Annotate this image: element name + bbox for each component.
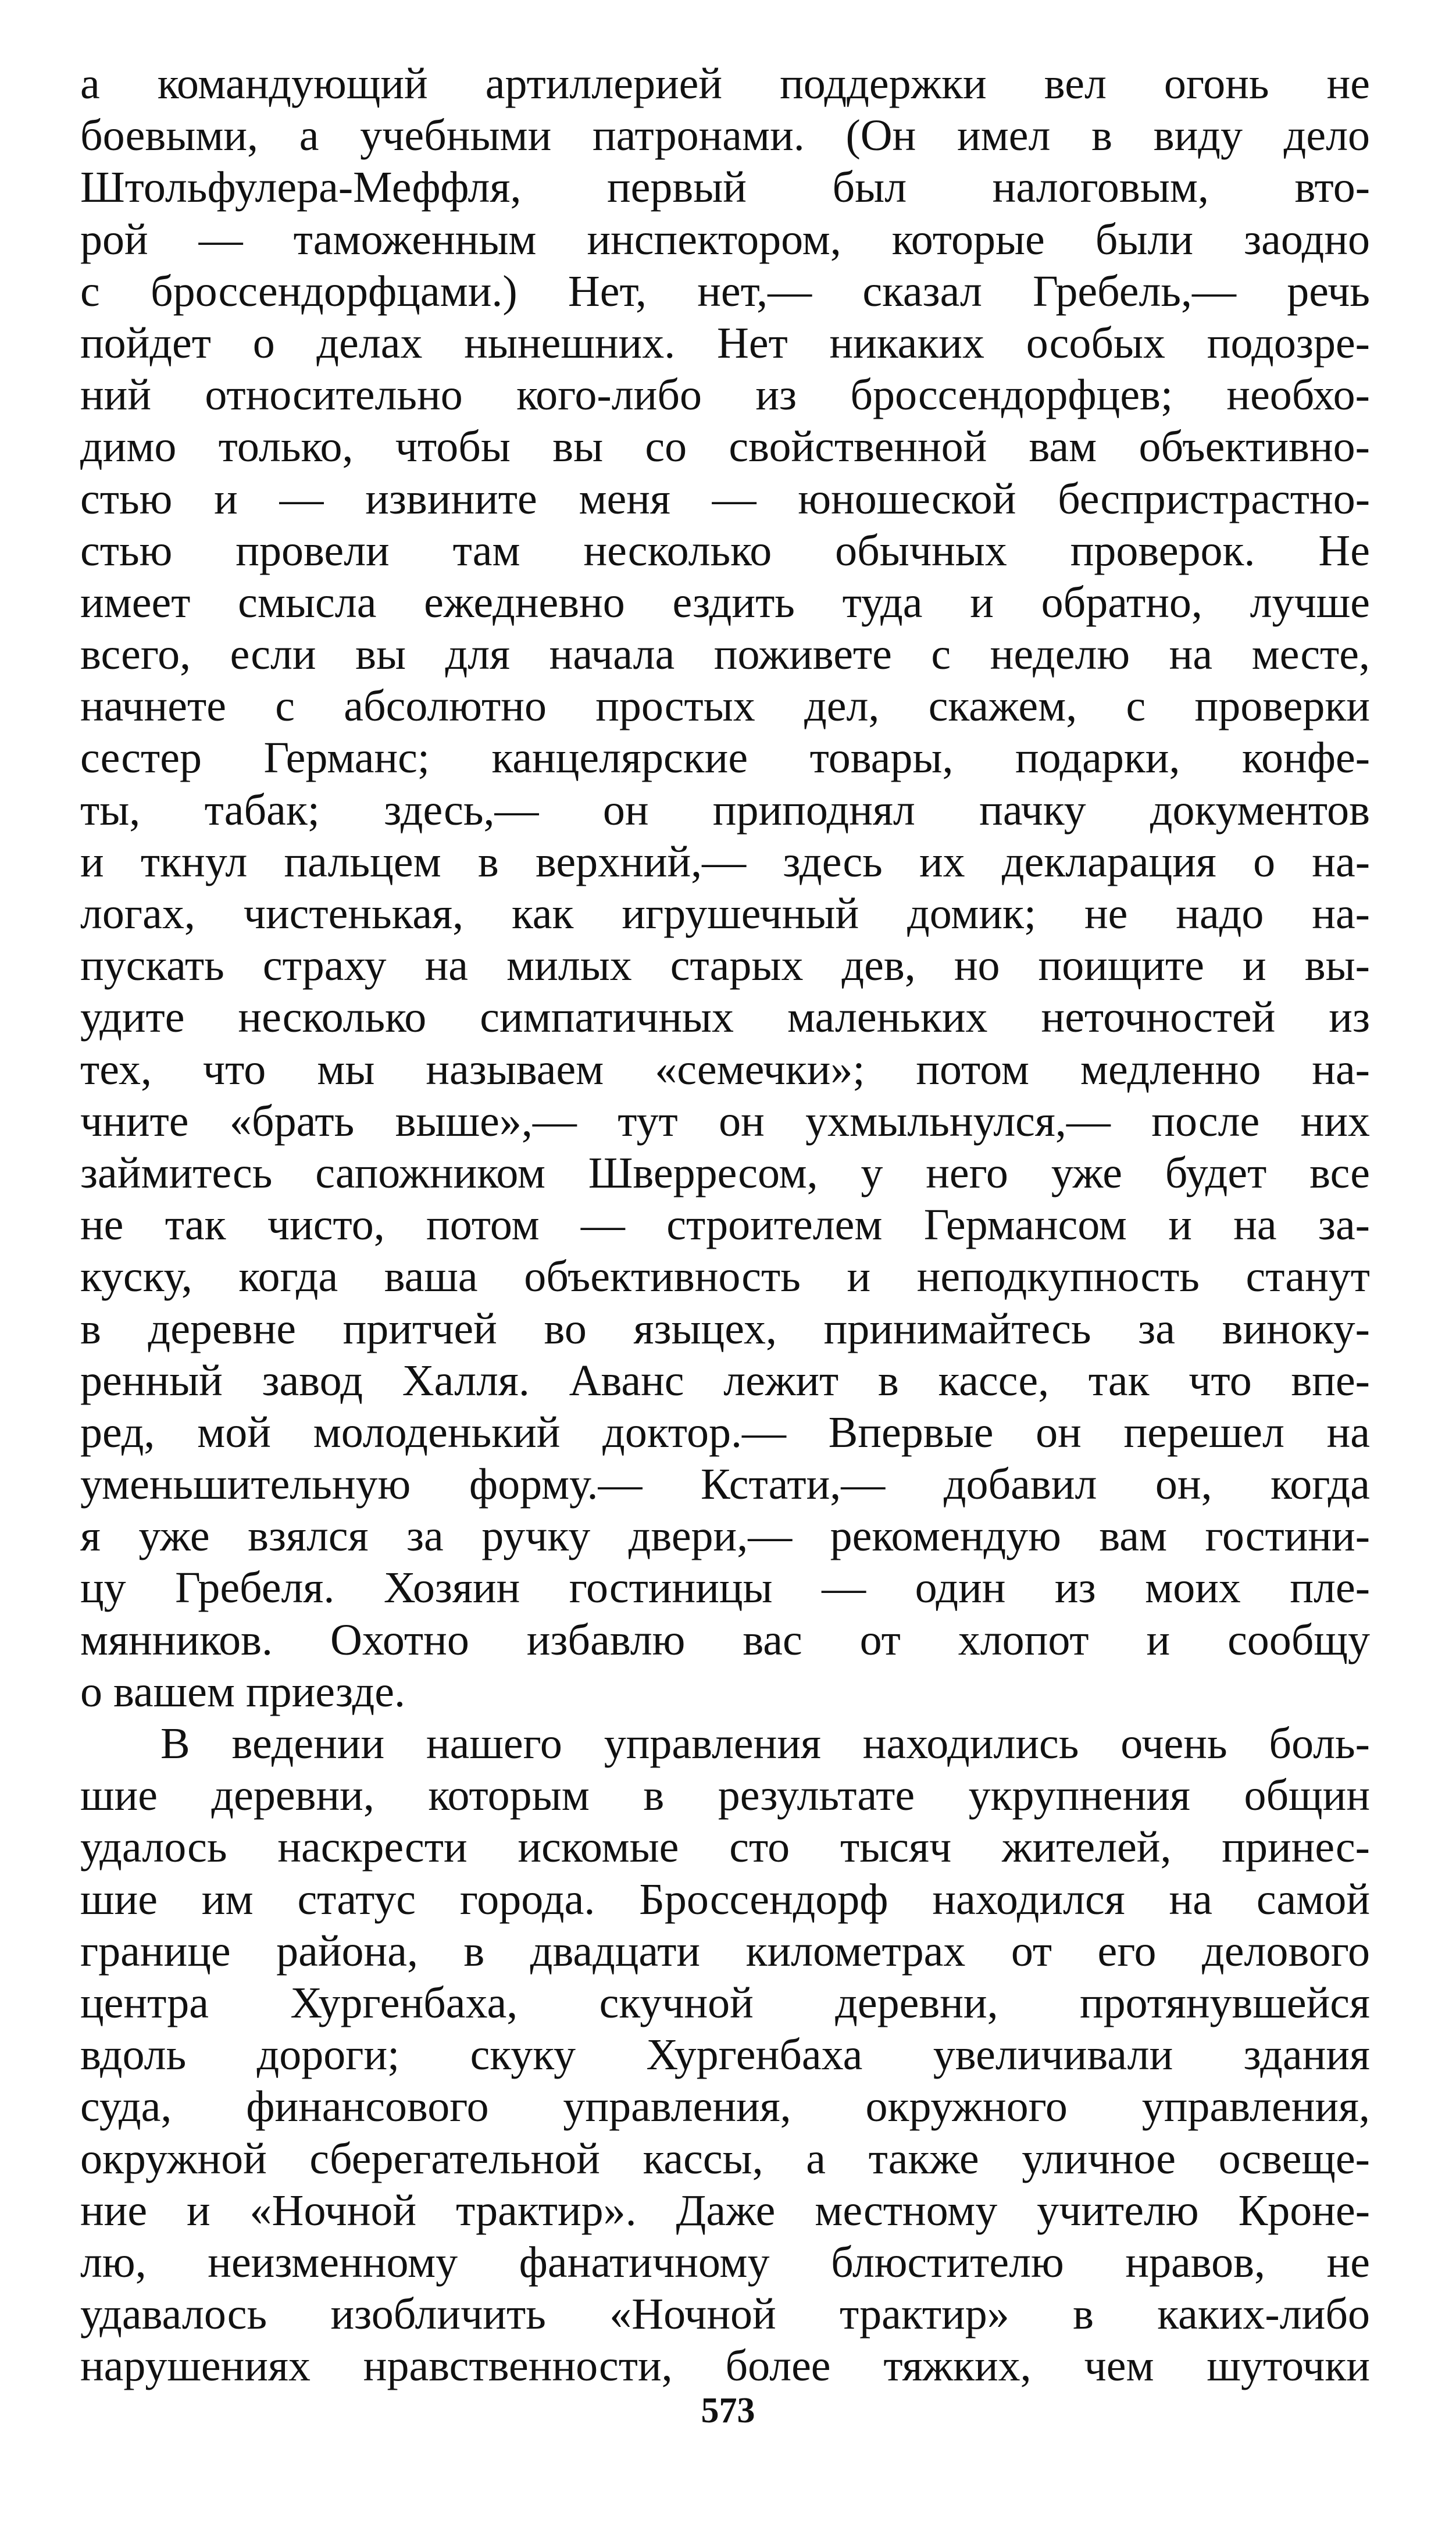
text-line: шие им статус города. Броссендорф находился на самой (80, 1874, 1370, 1924)
text-line: окружной сберегательной кассы, а также уличное освеще- (80, 2134, 1370, 2183)
text-line: не так чисто, потом — строителем Германсом и на за- (80, 1200, 1370, 1250)
text-line: цу Гребеля. Хозяин гостиницы — один из моих пле- (80, 1563, 1370, 1613)
text-line: всего, если вы для начала поживете с неделю на месте, (80, 630, 1370, 679)
text-line: мянников. Охотно избавлю вас от хлопот и сообщу (80, 1615, 1370, 1664)
text-line: нарушениях нравственности, более тяжких, чем шуточки (80, 2341, 1370, 2391)
text-line: чните «брать выше»,— тут он ухмыльнулся,— после них (80, 1096, 1370, 1146)
text-line: ред, мой молоденький доктор.— Впервые он перешел на (80, 1407, 1370, 1457)
text-line: ренный завод Халля. Аванс лежит в кассе, так что впе- (80, 1356, 1370, 1405)
text-line: и ткнул пальцем в верхний,— здесь их декларация о на- (80, 837, 1370, 886)
text-line: В ведении нашего управления находились очень боль- (160, 1719, 1370, 1768)
text-line: суда, финансового управления, окружного управления, (80, 2082, 1370, 2131)
text-line: Штольфулера-Меффля, первый был налоговым, вто- (80, 163, 1370, 212)
text-line: центра Хургенбаха, скучной деревни, протянувшейся (80, 1978, 1370, 2027)
paragraph-1 (80, 58, 1370, 1718)
body-text (80, 58, 1370, 2392)
text-line: тех, что мы называем «семечки»; потом медленно на- (80, 1045, 1370, 1094)
text-line: логах, чистенькая, как игрушечный домик; не надо на- (80, 889, 1370, 938)
text-line: удите несколько симпатичных маленьких неточностей из (80, 993, 1370, 1042)
text-line: пускать страху на милых старых дев, но поищите и вы- (80, 941, 1370, 990)
text-line: лю, неизменному фанатичному блюстителю нравов, не (80, 2237, 1370, 2287)
text-line: ние и «Ночной трактир». Даже местному учителю Кроне- (80, 2186, 1370, 2235)
text-line: границе района, в двадцати километрах от его делового (80, 1926, 1370, 1976)
text-line: удавалось изобличить «Ночной трактир» в каких-либо (80, 2290, 1370, 2339)
text-line: имеет смысла ежедневно ездить туда и обратно, лучше (80, 578, 1370, 627)
text-line: шие деревни, которым в результате укрупнения общин (80, 1771, 1370, 1820)
page-number: 573 (701, 2391, 755, 2430)
text-line: стью и — извините меня — юношеской беспристрастно- (80, 474, 1370, 523)
text-line: начнете с абсолютно простых дел, скажем, с проверки (80, 682, 1370, 731)
text-line: пойдет о делах нынешних. Нет никаких особых подозре- (80, 318, 1370, 368)
text-line: боевыми, а учебными патронами. (Он имел в виду дело (80, 111, 1370, 161)
text-line: в деревне притчей во языцех, принимайтесь за виноку- (80, 1304, 1370, 1353)
paragraph-2 (80, 1718, 1370, 2392)
text-line: вдоль дороги; скуку Хургенбаха увеличивали здания (80, 2030, 1370, 2080)
text-line: а командующий артиллерией поддержки вел огонь не (80, 59, 1370, 108)
text-line: я уже взялся за ручку двери,— рекомендую вам гостини- (80, 1512, 1370, 1561)
text-line: димо только, чтобы вы со свойственной вам объективно- (80, 422, 1370, 472)
text-line: рой — таможенным инспектором, которые были заодно (80, 215, 1370, 264)
text-line: уменьшительную форму.— Кстати,— добавил он, когда (80, 1460, 1370, 1509)
text-line: с броссендорфцами.) Нет, нет,— сказал Гребель,— речь (80, 266, 1370, 316)
text-line: удалось наскрести искомые сто тысяч жителей, принес- (80, 1823, 1370, 1872)
text-line: займитесь сапожником Шверресом, у него уже будет все (80, 1148, 1370, 1197)
text-line: ты, табак; здесь,— он приподнял пачку документов (80, 785, 1370, 835)
text-line: стью провели там несколько обычных проверок. Не (80, 526, 1370, 575)
text-line: куску, когда ваша объективность и неподкупность станут (80, 1252, 1370, 1302)
text-line: сестер Германс; канцелярские товары, подарки, конфе- (80, 733, 1370, 783)
text-line: ний относительно кого-либо из броссендорфцев; необхо- (80, 370, 1370, 420)
text-line: о вашем приезде. (80, 1667, 406, 1716)
